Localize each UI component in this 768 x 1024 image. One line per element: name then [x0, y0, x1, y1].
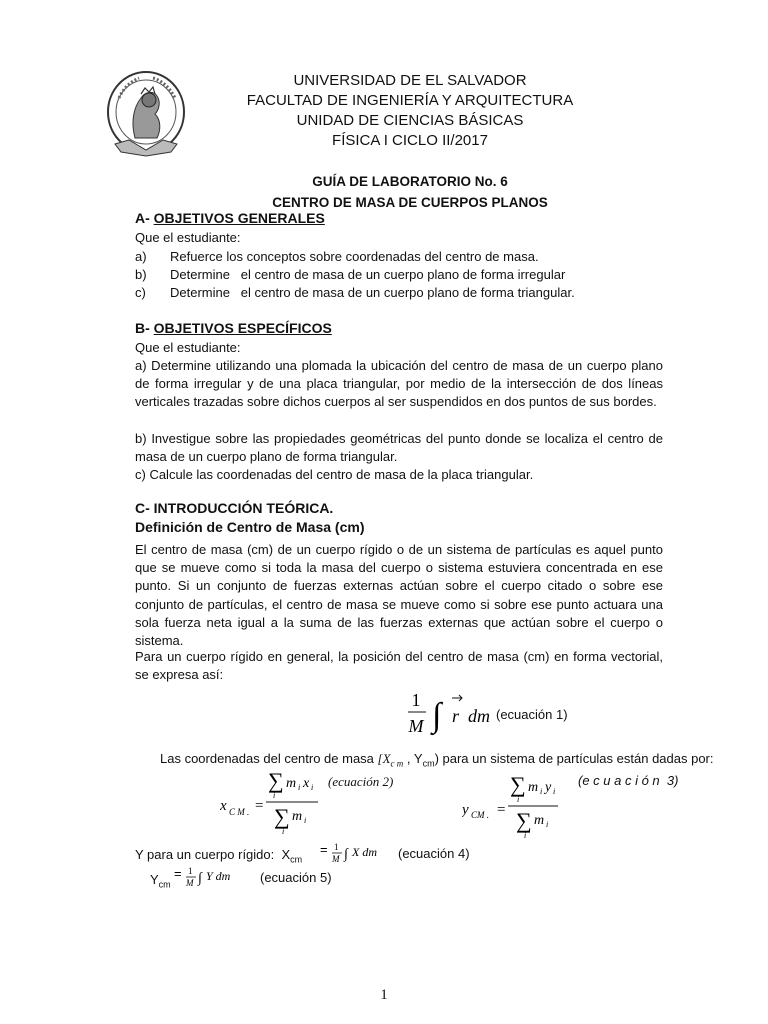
svg-text:Y dm: Y dm: [206, 869, 231, 883]
svg-text:=: =: [255, 798, 264, 814]
svg-text:x: x: [220, 798, 227, 814]
svg-text:1: 1: [188, 866, 193, 876]
faculty-name: FACULTAD DE INGENIERÍA Y ARQUITECTURA: [246, 92, 574, 109]
svg-text:∑: ∑: [516, 808, 532, 833]
section-b-intro: Que el estudiante:: [135, 340, 241, 355]
equation-4: [320, 840, 380, 868]
section-b-item-a: a) Determine utilizando una plomada la ubicación del centro de masa de un cuerpo plano de forma irregular y de una placa triangular, por medio de la intersección de dos líneas verticales trazadas sobre dichos cuerpos al ser suspendidos en dos puntos de sus bordes.: [135, 358, 663, 410]
svg-text:C M .: C M .: [229, 807, 250, 817]
svg-text:M: M: [332, 854, 340, 864]
svg-text:=: =: [174, 866, 182, 881]
page-number: 1: [380, 987, 388, 1003]
section-a-heading: A- OBJETIVOS GENERALES: [135, 210, 325, 226]
course-name: FÍSICA I CICLO II/2017: [332, 132, 488, 149]
svg-text:=: =: [320, 842, 328, 857]
svg-text:i: i: [273, 791, 276, 800]
section-a-item: a) Refuerce los conceptos sobre coordenadas del centro de masa.: [135, 249, 539, 264]
svg-text:∫: ∫: [432, 697, 442, 734]
svg-text:M: M: [186, 878, 194, 888]
svg-text:1: 1: [334, 842, 339, 852]
equation-1-label: (ecuación 1): [496, 707, 568, 722]
section-a-item: b) Determine el centro de masa de un cuerpo plano de forma irregular: [135, 267, 566, 282]
equation-2: [220, 766, 330, 838]
svg-text:=: =: [497, 802, 506, 818]
rigid-body-x-line: Y para un cuerpo rígido: $X_{cm}$: [135, 847, 303, 865]
svg-text:m: m: [286, 776, 297, 791]
section-a-item: c) Determine el centro de masa de un cuerpo plano de forma triangular.: [135, 285, 575, 300]
equation-4-label: (ecuación 4): [398, 846, 470, 861]
svg-text:i: i: [540, 787, 543, 796]
coordinates-sentence: Las coordenadas del centro de masa [$X_{c m}$ , $Y_{cm}$) para un sistema de partículas están dadas por:: [160, 751, 714, 769]
section-b-item-b: b) Investigue sobre las propiedades geométricas del punto donde se localiza el centro de masa de un cuerpo plano de forma triangular.: [135, 431, 663, 465]
svg-text:∑: ∑: [268, 768, 284, 793]
equation-3: [462, 770, 562, 842]
svg-text:∑: ∑: [274, 804, 290, 829]
header-block: [150, 71, 670, 151]
equation-5: [174, 864, 242, 892]
svg-text:r: r: [452, 706, 460, 726]
rigid-body-y-line: $Y_{cm}$: [150, 872, 171, 890]
document-title: [150, 171, 670, 213]
svg-text:i: i: [517, 795, 520, 804]
svg-text:y: y: [462, 802, 469, 818]
svg-text:m: m: [292, 809, 303, 824]
svg-text:x: x: [303, 776, 310, 791]
svg-text:∫: ∫: [198, 871, 202, 886]
section-c-subheading: Definición de Centro de Masa (cm): [135, 519, 365, 535]
section-c-paragraph-1: El centro de masa (cm) de un cuerpo rígido o de un sistema de partículas es aquel punto que se mueve como si toda la masa del cuerpo o sistema estuviera concentrada en ese punto. Si un conjunto de fuerzas externas actúan sobre el cuerpo citado o sobre ese conjunto de partículas, el centro de masa se mueve como si sobre ese punto actuara una sola fuerza neta igual a la suma de las fuerzas externas que actúan sobre el cuerpo o sistema.: [135, 542, 663, 649]
svg-text:m: m: [528, 780, 539, 795]
svg-text:X dm: X dm: [352, 845, 377, 859]
svg-text:CM .: CM .: [471, 810, 489, 820]
section-a-intro: Que el estudiante:: [135, 230, 241, 245]
guide-topic: CENTRO DE MASA DE CUERPOS PLANOS: [272, 195, 548, 210]
equation-2-label: (ecuación 2): [328, 774, 394, 789]
svg-text:i: i: [546, 820, 549, 829]
svg-text:∑: ∑: [510, 772, 526, 797]
svg-text:i: i: [524, 831, 527, 840]
svg-text:i: i: [304, 816, 307, 825]
equation-1: [400, 686, 500, 742]
svg-text:∫: ∫: [344, 847, 348, 862]
section-b-heading: B- OBJETIVOS ESPECÍFICOS: [135, 320, 332, 336]
svg-text:1: 1: [411, 690, 421, 710]
svg-text:m: m: [534, 813, 545, 828]
section-b-item-c: c) Calcule las coordenadas del centro de masa de la placa triangular.: [135, 467, 534, 482]
section-c-heading: C- INTRODUCCIÓN TEÓRICA.: [135, 500, 334, 516]
svg-text:i: i: [282, 827, 285, 836]
svg-text:i: i: [553, 787, 556, 796]
svg-text:y: y: [545, 780, 552, 795]
svg-text:M: M: [408, 716, 424, 736]
guide-number: GUÍA DE LABORATORIO No. 6: [312, 174, 508, 189]
equation-5-label: (ecuación 5): [260, 870, 332, 885]
section-c-paragraph-2: Para un cuerpo rígido en general, la posición del centro de masa (cm) en forma vectorial, se expresa así:: [135, 649, 663, 683]
svg-text:dm: dm: [468, 706, 490, 726]
svg-text:i: i: [311, 783, 314, 792]
university-name: UNIVERSIDAD DE EL SALVADOR: [293, 72, 527, 89]
unit-name: UNIDAD DE CIENCIAS BÁSICAS: [296, 112, 524, 129]
svg-text:i: i: [298, 783, 301, 792]
equation-3-label: (e c u a c i ó n 3): [578, 773, 679, 788]
